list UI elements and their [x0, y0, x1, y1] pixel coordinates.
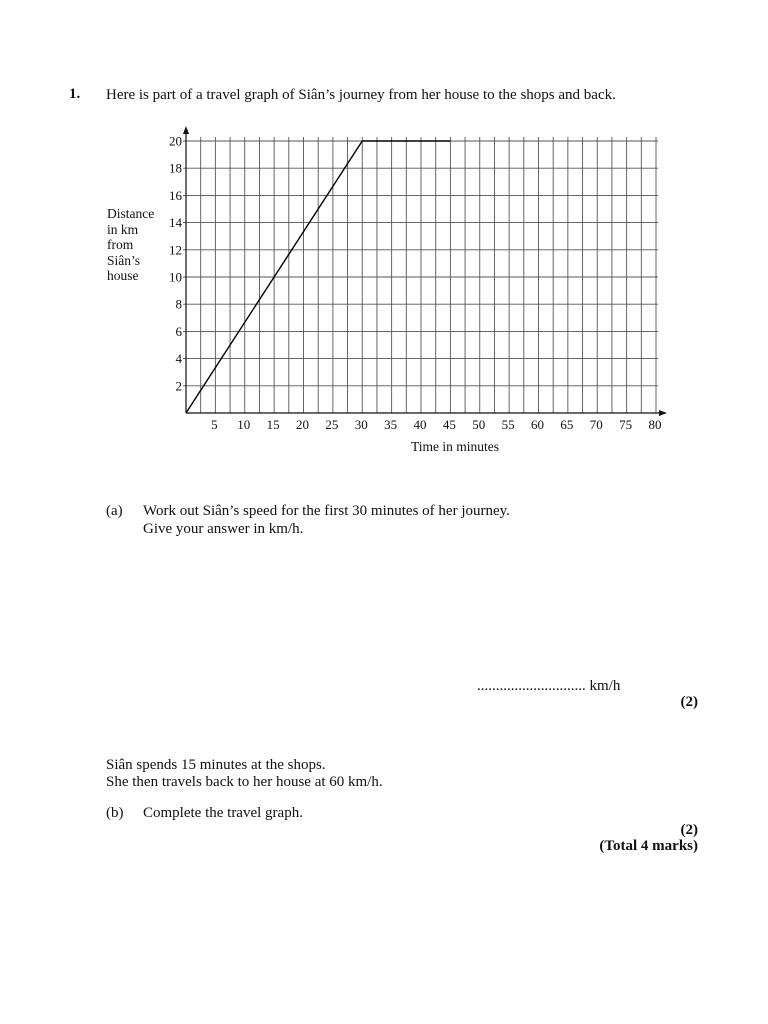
question-intro: Here is part of a travel graph of Siân’s journey from her house to the shops and back.	[106, 87, 616, 103]
x-tick-label: 55	[501, 417, 515, 432]
question-number: 1.	[69, 86, 81, 102]
y-axis-label-line: Siân’s	[107, 252, 141, 268]
y-tick-label: 8	[175, 296, 182, 312]
part-b-label: (b)	[106, 805, 124, 821]
answer-line[interactable]: ............................. km/h	[477, 678, 621, 694]
y-tick-label: 18	[169, 160, 182, 176]
x-axis-title: Time in minutes	[411, 439, 500, 454]
y-axis-label-line: house	[107, 268, 139, 283]
y-axis-arrow	[183, 126, 189, 134]
y-tick-label: 6	[175, 323, 182, 339]
x-tick-label: 5	[211, 417, 218, 432]
travel-graph	[0, 0, 768, 480]
x-tick-label: 40	[413, 417, 427, 432]
x-tick-label: 50	[472, 417, 486, 432]
info-line: She then travels back to her house at 60 km/h.	[106, 774, 383, 790]
x-tick-label: 35	[384, 417, 398, 432]
part-a-instruction: Give your answer in km/h.	[143, 521, 304, 537]
y-tick-label: 14	[169, 215, 182, 231]
part-a-question: Work out Siân’s speed for the first 30 minutes of her journey.	[143, 503, 510, 519]
y-tick-label: 16	[169, 187, 182, 203]
y-tick-label: 4	[175, 351, 182, 367]
x-tick-label: 20	[296, 417, 309, 432]
y-tick-label: 20	[169, 133, 182, 149]
part-a-marks: (2)	[680, 694, 698, 710]
total-marks: (Total 4 marks)	[599, 838, 698, 854]
y-axis-label-line: in km	[107, 221, 139, 237]
x-tick-label: 65	[560, 417, 574, 432]
y-tick-label: 2	[175, 378, 182, 394]
x-tick-label: 10	[237, 417, 251, 432]
part-a-label: (a)	[106, 503, 123, 519]
x-tick-label: 75	[619, 417, 633, 432]
x-tick-label: 60	[531, 417, 544, 432]
x-tick-label: 15	[266, 417, 280, 432]
y-tick-label: 10	[169, 269, 182, 285]
y-axis-label-line: from	[107, 237, 134, 252]
info-line: Siân spends 15 minutes at the shops.	[106, 757, 326, 773]
y-tick-label: 12	[169, 242, 182, 258]
part-b-question: Complete the travel graph.	[143, 805, 303, 821]
part-b-marks: (2)	[680, 822, 698, 838]
x-tick-label: 25	[325, 417, 339, 432]
x-tick-label: 70	[589, 417, 603, 432]
y-axis-label-line: Distance	[107, 206, 155, 221]
x-axis-arrow	[659, 410, 667, 416]
x-tick-label: 30	[354, 417, 368, 432]
x-tick-label: 80	[648, 417, 662, 432]
x-tick-label: 45	[442, 417, 456, 432]
